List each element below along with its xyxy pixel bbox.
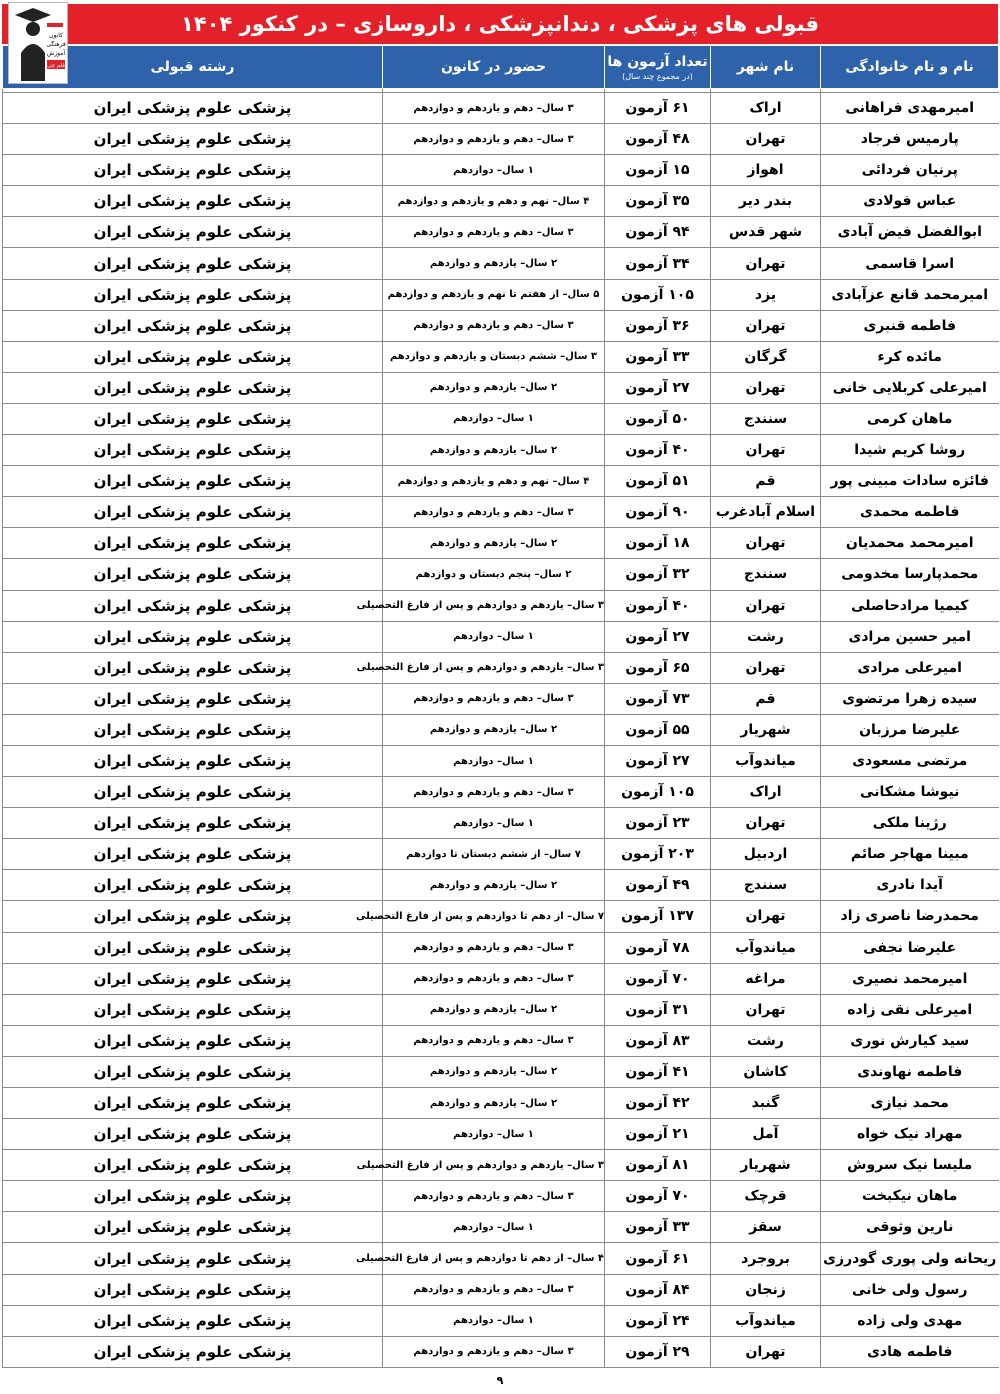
- table-row: [3, 777, 999, 808]
- cell-exams: ۵۰ آزمون: [605, 403, 711, 434]
- table-row: [3, 279, 999, 310]
- cell-name: سیده زهرا مرتضوی: [821, 683, 999, 714]
- table-row: [3, 1056, 999, 1087]
- cell-name: نارین وثوقی: [821, 1212, 999, 1243]
- cell-major: پزشکی علوم پزشکی ایران: [3, 1119, 383, 1150]
- cell-name: ماهان نیکبخت: [821, 1181, 999, 1212]
- logo-line-1: کانون: [49, 32, 63, 39]
- cell-city: تهران: [711, 310, 821, 341]
- cell-major: پزشکی علوم پزشکی ایران: [3, 621, 383, 652]
- table-row: [3, 528, 999, 559]
- cell-major: پزشکی علوم پزشکی ایران: [3, 1025, 383, 1056]
- cell-city: تهران: [711, 124, 821, 155]
- cell-major: پزشکی علوم پزشکی ایران: [3, 217, 383, 248]
- header-exams-label: تعداد آزمون ها: [607, 53, 708, 70]
- cell-city: قم: [711, 466, 821, 497]
- cell-attend: ۴ سال– از دهم تا دوازدهم و پس از فارغ التحصیلی: [383, 1243, 605, 1274]
- cell-exams: ۶۱ آزمون: [605, 1243, 711, 1274]
- cell-exams: ۴۸ آزمون: [605, 124, 711, 155]
- cell-city: تهران: [711, 901, 821, 932]
- cell-exams: ۱۰۵ آزمون: [605, 777, 711, 808]
- table-row: [3, 839, 999, 870]
- cell-name: محمدپارسا مخدومی: [821, 559, 999, 590]
- cell-exams: ۷۳ آزمون: [605, 683, 711, 714]
- cell-city: میاندوآب: [711, 932, 821, 963]
- cell-name: پارمیس فرجاد: [821, 124, 999, 155]
- cell-major: پزشکی علوم پزشکی ایران: [3, 808, 383, 839]
- cell-attend: ۲ سال– پنجم دبستان و دوازدهم: [383, 559, 605, 590]
- cell-major: پزشکی علوم پزشکی ایران: [3, 310, 383, 341]
- cell-exams: ۶۱ آزمون: [605, 93, 711, 124]
- cell-city: کاشان: [711, 1056, 821, 1087]
- table-row: [3, 683, 999, 714]
- cell-exams: ۸۱ آزمون: [605, 1150, 711, 1181]
- logo-line-4: قلم چی: [47, 63, 65, 69]
- cell-exams: ۳۳ آزمون: [605, 1212, 711, 1243]
- cell-major: پزشکی علوم پزشکی ایران: [3, 1243, 383, 1274]
- table-row: [3, 1243, 999, 1274]
- cell-attend: ۳ سال– دهم و یازدهم و دوازدهم: [383, 1025, 605, 1056]
- cell-exams: ۴۱ آزمون: [605, 1056, 711, 1087]
- cell-exams: ۸۳ آزمون: [605, 1025, 711, 1056]
- cell-attend: ۲ سال– یازدهم و دوازدهم: [383, 372, 605, 403]
- header-exams-sub: (در مجموع چند سال): [622, 71, 693, 81]
- cell-attend: ۳ سال– دهم و یازدهم و دوازدهم: [383, 1336, 605, 1367]
- cell-city: شهریار: [711, 1150, 821, 1181]
- table-row: [3, 621, 999, 652]
- cell-exams: ۲۹ آزمون: [605, 1336, 711, 1367]
- cell-exams: ۱۸ آزمون: [605, 528, 711, 559]
- cell-city: رشت: [711, 621, 821, 652]
- cell-name: امیرمحمد قانع عزآبادی: [821, 279, 999, 310]
- cell-city: تهران: [711, 652, 821, 683]
- cell-exams: ۴۹ آزمون: [605, 870, 711, 901]
- cell-exams: ۵۵ آزمون: [605, 714, 711, 745]
- cell-name: مبینا مهاجر صائم: [821, 839, 999, 870]
- cell-name: آیدا نادری: [821, 870, 999, 901]
- table-row: [3, 808, 999, 839]
- cell-major: پزشکی علوم پزشکی ایران: [3, 248, 383, 279]
- cell-major: پزشکی علوم پزشکی ایران: [3, 652, 383, 683]
- cell-major: پزشکی علوم پزشکی ایران: [3, 1336, 383, 1367]
- cell-attend: ۳ سال– دهم و یازدهم و دوازدهم: [383, 1181, 605, 1212]
- cell-city: اردبیل: [711, 839, 821, 870]
- cell-major: پزشکی علوم پزشکی ایران: [3, 590, 383, 621]
- cell-major: پزشکی علوم پزشکی ایران: [3, 93, 383, 124]
- cell-name: ریحانه ولی پوری گودرزی: [821, 1243, 999, 1274]
- cell-major: پزشکی علوم پزشکی ایران: [3, 932, 383, 963]
- cell-attend: ۲ سال– یازدهم و دوازدهم: [383, 248, 605, 279]
- cell-name: امیرعلی مرادی: [821, 652, 999, 683]
- cell-city: قم: [711, 683, 821, 714]
- institute-logo: [8, 2, 68, 84]
- cell-exams: ۹۴ آزمون: [605, 217, 711, 248]
- table-row: [3, 435, 999, 466]
- table-row: [3, 1305, 999, 1336]
- cell-major: پزشکی علوم پزشکی ایران: [3, 372, 383, 403]
- table-row: [3, 497, 999, 528]
- cell-attend: ۳ سال– دهم و یازدهم و دوازدهم: [383, 777, 605, 808]
- table-row: [3, 652, 999, 683]
- cell-major: پزشکی علوم پزشکی ایران: [3, 403, 383, 434]
- cell-major: پزشکی علوم پزشکی ایران: [3, 870, 383, 901]
- cell-attend: ۷ سال– از دهم تا دوازدهم و پس از فارغ التحصیلی: [383, 901, 605, 932]
- table-row: [3, 994, 999, 1025]
- cell-exams: ۵۱ آزمون: [605, 466, 711, 497]
- table-row: [3, 559, 999, 590]
- page-number: ۹: [496, 1374, 504, 1387]
- table-row: [3, 901, 999, 932]
- cell-attend: ۲ سال– یازدهم و دوازدهم: [383, 528, 605, 559]
- cell-exams: ۲۳ آزمون: [605, 808, 711, 839]
- cell-name: امیرعلی کربلایی خانی: [821, 372, 999, 403]
- cell-city: تهران: [711, 808, 821, 839]
- cell-city: مراغه: [711, 963, 821, 994]
- table-row: [3, 932, 999, 963]
- header-attend: حضور در کانون: [383, 46, 605, 89]
- cell-city: سقز: [711, 1212, 821, 1243]
- cell-major: پزشکی علوم پزشکی ایران: [3, 714, 383, 745]
- cell-name: امیرمهدی فراهانی: [821, 93, 999, 124]
- cell-name: علیرضا مرزبان: [821, 714, 999, 745]
- cell-name: مهدی ولی زاده: [821, 1305, 999, 1336]
- cell-attend: ۲ سال– یازدهم و دوازدهم: [383, 1088, 605, 1119]
- cell-exams: ۳۱ آزمون: [605, 994, 711, 1025]
- cell-major: پزشکی علوم پزشکی ایران: [3, 341, 383, 372]
- table-row: [3, 310, 999, 341]
- cell-city: سنندج: [711, 870, 821, 901]
- cell-city: سنندج: [711, 559, 821, 590]
- cell-major: پزشکی علوم پزشکی ایران: [3, 745, 383, 776]
- cell-attend: ۳ سال– دهم و یازدهم و دوازدهم: [383, 963, 605, 994]
- cell-name: فاطمه هادی: [821, 1336, 999, 1367]
- cell-attend: ۳ سال– دهم و یازدهم و دوازدهم: [383, 497, 605, 528]
- cell-city: میاندوآب: [711, 745, 821, 776]
- table-row: [3, 403, 999, 434]
- cell-city: آمل: [711, 1119, 821, 1150]
- cell-attend: ۲ سال– یازدهم و دوازدهم: [383, 870, 605, 901]
- cell-major: پزشکی علوم پزشکی ایران: [3, 1150, 383, 1181]
- cell-city: تهران: [711, 372, 821, 403]
- cell-major: پزشکی علوم پزشکی ایران: [3, 1181, 383, 1212]
- cell-attend: ۳ سال– دهم و یازدهم و دوازدهم: [383, 1274, 605, 1305]
- cell-exams: ۱۵ آزمون: [605, 155, 711, 186]
- table-row: [3, 124, 999, 155]
- cell-name: علیرضا نجفی: [821, 932, 999, 963]
- cell-name: سید کیارش نوری: [821, 1025, 999, 1056]
- cell-major: پزشکی علوم پزشکی ایران: [3, 559, 383, 590]
- cell-attend: ۱ سال– دوازدهم: [383, 621, 605, 652]
- cell-exams: ۹۰ آزمون: [605, 497, 711, 528]
- table-header-row: [3, 46, 999, 89]
- cell-exams: ۲۰۳ آزمون: [605, 839, 711, 870]
- cell-exams: ۳۲ آزمون: [605, 559, 711, 590]
- table-row: [3, 1088, 999, 1119]
- table-row: [3, 1212, 999, 1243]
- header-exams: [605, 46, 711, 89]
- cell-exams: ۴۰ آزمون: [605, 590, 711, 621]
- table-row: [3, 248, 999, 279]
- cell-major: پزشکی علوم پزشکی ایران: [3, 466, 383, 497]
- cell-major: پزشکی علوم پزشکی ایران: [3, 155, 383, 186]
- logo-line-2: فرهنگی: [46, 41, 66, 48]
- cell-exams: ۴۲ آزمون: [605, 1088, 711, 1119]
- cell-major: پزشکی علوم پزشکی ایران: [3, 279, 383, 310]
- cell-exams: ۳۵ آزمون: [605, 186, 711, 217]
- cell-major: پزشکی علوم پزشکی ایران: [3, 1305, 383, 1336]
- header-city: نام شهر: [711, 46, 821, 89]
- table-row: [3, 466, 999, 497]
- cell-city: بندر دیر: [711, 186, 821, 217]
- cell-attend: ۵ سال– از هفتم تا نهم و یازدهم و دوازدهم: [383, 279, 605, 310]
- cell-city: تهران: [711, 528, 821, 559]
- cell-major: پزشکی علوم پزشکی ایران: [3, 497, 383, 528]
- cell-name: مائده کرء: [821, 341, 999, 372]
- cell-name: عباس فولادی: [821, 186, 999, 217]
- cell-name: امیر حسین مرادی: [821, 621, 999, 652]
- cell-major: پزشکی علوم پزشکی ایران: [3, 839, 383, 870]
- table-row: [3, 714, 999, 745]
- cell-attend: ۱ سال– دوازدهم: [383, 1119, 605, 1150]
- cell-name: رژینا ملکی: [821, 808, 999, 839]
- cell-name: فاطمه قنبری: [821, 310, 999, 341]
- cell-city: اراک: [711, 93, 821, 124]
- cell-exams: ۲۴ آزمون: [605, 1305, 711, 1336]
- cell-attend: ۲ سال– یازدهم و دوازدهم: [383, 435, 605, 466]
- cell-major: پزشکی علوم پزشکی ایران: [3, 1212, 383, 1243]
- cell-attend: ۳ سال– دهم و یازدهم و دوازدهم: [383, 93, 605, 124]
- table-row: [3, 341, 999, 372]
- cell-attend: ۳ سال– یازدهم و دوازدهم و پس از فارغ التحصیلی: [383, 590, 605, 621]
- cell-attend: ۳ سال– دهم و یازدهم و دوازدهم: [383, 932, 605, 963]
- cell-city: تهران: [711, 994, 821, 1025]
- cell-city: اسلام آبادغرب: [711, 497, 821, 528]
- table-body: [3, 89, 999, 1368]
- cell-name: نیوشا مشکانی: [821, 777, 999, 808]
- cell-attend: ۱ سال– دوازدهم: [383, 1212, 605, 1243]
- cell-exams: ۳۶ آزمون: [605, 310, 711, 341]
- cell-city: زنجان: [711, 1274, 821, 1305]
- cell-exams: ۳۴ آزمون: [605, 248, 711, 279]
- cell-name: ماهان کرمی: [821, 403, 999, 434]
- cell-attend: ۳ سال– دهم و یازدهم و دوازدهم: [383, 310, 605, 341]
- cell-name: امیرمحمد محمدیان: [821, 528, 999, 559]
- cell-name: محمدرضا ناصری زاد: [821, 901, 999, 932]
- table-row: [3, 1336, 999, 1367]
- cell-name: فاطمه نهاوندی: [821, 1056, 999, 1087]
- logo-line-3: آموزش: [46, 50, 66, 57]
- cell-name: کیمیا مرادحاصلی: [821, 590, 999, 621]
- cell-city: سنندج: [711, 403, 821, 434]
- cell-attend: ۳ سال– دهم و یازدهم و دوازدهم: [383, 217, 605, 248]
- cell-name: اسرا قاسمی: [821, 248, 999, 279]
- table-row: [3, 963, 999, 994]
- cell-name: پرنیان فردائی: [821, 155, 999, 186]
- table-row: [3, 186, 999, 217]
- cell-attend: ۴ سال– نهم و دهم و یازدهم و دوازدهم: [383, 466, 605, 497]
- cell-exams: ۲۷ آزمون: [605, 621, 711, 652]
- cell-attend: ۳ سال– ششم دبستان و یازدهم و دوازدهم: [383, 341, 605, 372]
- table-row: [3, 1274, 999, 1305]
- table-row: [3, 1150, 999, 1181]
- cell-major: پزشکی علوم پزشکی ایران: [3, 528, 383, 559]
- cell-city: میاندوآب: [711, 1305, 821, 1336]
- cell-city: رشت: [711, 1025, 821, 1056]
- cell-exams: ۷۸ آزمون: [605, 932, 711, 963]
- cell-name: مرتضی مسعودی: [821, 745, 999, 776]
- table-row: [3, 372, 999, 403]
- cell-attend: ۲ سال– یازدهم و دوازدهم: [383, 1056, 605, 1087]
- cell-exams: ۲۷ آزمون: [605, 745, 711, 776]
- cell-exams: ۲۱ آزمون: [605, 1119, 711, 1150]
- cell-city: گنبد: [711, 1088, 821, 1119]
- cell-major: پزشکی علوم پزشکی ایران: [3, 1056, 383, 1087]
- cell-major: پزشکی علوم پزشکی ایران: [3, 435, 383, 466]
- table-row: [3, 93, 999, 124]
- cell-attend: ۲ سال– یازدهم و دوازدهم: [383, 714, 605, 745]
- cell-name: رسول ولی خانی: [821, 1274, 999, 1305]
- results-table: [2, 45, 999, 1368]
- cell-city: یزد: [711, 279, 821, 310]
- cell-attend: ۳ سال– دهم و یازدهم و دوازدهم: [383, 683, 605, 714]
- cell-major: پزشکی علوم پزشکی ایران: [3, 1274, 383, 1305]
- header-name: نام و نام خانوادگی: [821, 46, 999, 89]
- cell-city: بروجرد: [711, 1243, 821, 1274]
- cell-attend: ۳ سال– یازدهم و دوازدهم و پس از فارغ التحصیلی: [383, 1150, 605, 1181]
- table-row: [3, 590, 999, 621]
- cell-attend: ۷ سال– از ششم دبستان تا دوازدهم: [383, 839, 605, 870]
- cell-attend: ۴ سال– نهم و دهم و یازدهم و دوازدهم: [383, 186, 605, 217]
- cell-attend: ۳ سال– دهم و یازدهم و دوازدهم: [383, 124, 605, 155]
- cell-name: فاطمه محمدی: [821, 497, 999, 528]
- cell-city: اهواز: [711, 155, 821, 186]
- cell-attend: ۱ سال– دوازدهم: [383, 403, 605, 434]
- cell-major: پزشکی علوم پزشکی ایران: [3, 777, 383, 808]
- cell-exams: ۷۰ آزمون: [605, 963, 711, 994]
- cell-attend: ۱ سال– دوازدهم: [383, 808, 605, 839]
- cell-attend: ۳ سال– یازدهم و دوازدهم و پس از فارغ التحصیلی: [383, 652, 605, 683]
- table-row: [3, 1025, 999, 1056]
- cell-city: شهریار: [711, 714, 821, 745]
- cell-attend: ۱ سال– دوازدهم: [383, 1305, 605, 1336]
- cell-name: مهراد نیک خواه: [821, 1119, 999, 1150]
- cell-major: پزشکی علوم پزشکی ایران: [3, 683, 383, 714]
- table-row: [3, 1181, 999, 1212]
- table-row: [3, 217, 999, 248]
- header-major: رشته قبولی: [3, 46, 383, 89]
- table-row: [3, 1119, 999, 1150]
- cell-city: تهران: [711, 248, 821, 279]
- cell-major: پزشکی علوم پزشکی ایران: [3, 994, 383, 1025]
- cell-city: تهران: [711, 590, 821, 621]
- cell-city: تهران: [711, 1336, 821, 1367]
- cell-exams: ۷۰ آزمون: [605, 1181, 711, 1212]
- table-row: [3, 155, 999, 186]
- graduate-logo-icon: [11, 5, 65, 83]
- cell-major: پزشکی علوم پزشکی ایران: [3, 901, 383, 932]
- page-title: قبولی های پزشکی ، دندانپزشکی ، داروسازی – در کنکور ۱۴۰۴: [181, 12, 819, 36]
- cell-name: امیرمحمد نصیری: [821, 963, 999, 994]
- cell-exams: ۸۴ آزمون: [605, 1274, 711, 1305]
- cell-name: فائزه سادات مبینی پور: [821, 466, 999, 497]
- cell-exams: ۱۳۷ آزمون: [605, 901, 711, 932]
- cell-exams: ۶۵ آزمون: [605, 652, 711, 683]
- cell-city: قرچک: [711, 1181, 821, 1212]
- cell-name: ملیسا نیک سروش: [821, 1150, 999, 1181]
- cell-major: پزشکی علوم پزشکی ایران: [3, 124, 383, 155]
- cell-major: پزشکی علوم پزشکی ایران: [3, 1088, 383, 1119]
- cell-name: روشا کریم شیدا: [821, 435, 999, 466]
- cell-attend: ۱ سال– دوازدهم: [383, 155, 605, 186]
- cell-major: پزشکی علوم پزشکی ایران: [3, 186, 383, 217]
- cell-city: تهران: [711, 435, 821, 466]
- cell-name: امیرعلی نقی زاده: [821, 994, 999, 1025]
- cell-city: شهر قدس: [711, 217, 821, 248]
- cell-city: گرگان: [711, 341, 821, 372]
- cell-exams: ۲۷ آزمون: [605, 372, 711, 403]
- table-row: [3, 870, 999, 901]
- cell-attend: ۲ سال– یازدهم و دوازدهم: [383, 994, 605, 1025]
- cell-exams: ۱۰۵ آزمون: [605, 279, 711, 310]
- cell-city: اراک: [711, 777, 821, 808]
- cell-major: پزشکی علوم پزشکی ایران: [3, 963, 383, 994]
- table-row: [3, 745, 999, 776]
- cell-name: محمد نیازی: [821, 1088, 999, 1119]
- cell-exams: ۴۰ آزمون: [605, 435, 711, 466]
- cell-attend: ۱ سال– دوازدهم: [383, 745, 605, 776]
- title-bar: [2, 4, 998, 44]
- cell-exams: ۳۳ آزمون: [605, 341, 711, 372]
- cell-name: ابوالفضل فیض آبادی: [821, 217, 999, 248]
